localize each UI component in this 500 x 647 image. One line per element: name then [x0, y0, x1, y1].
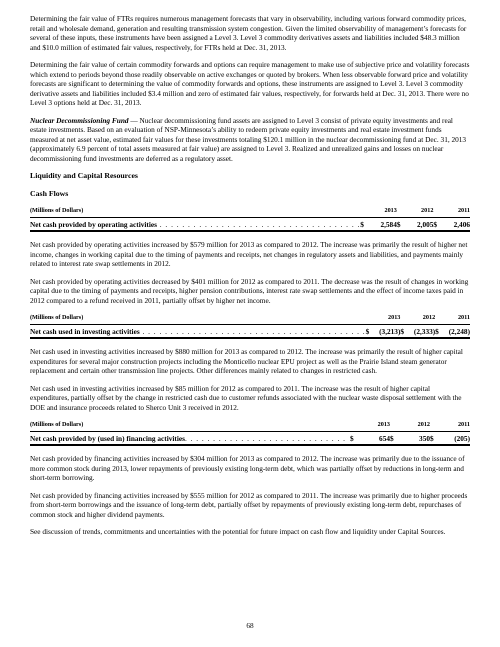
operating-paragraph-1: Net cash provided by operating activities increased by $579 million for 2013 as compared to 2012. The increase was primarily the result of higher net income, changes in working capital due to the timing of payments and receipts, net changes in regulatory assets and liabilities, and payments mainly related to interest rate swap settlements in 2012.	[30, 240, 468, 268]
value-2012: 2,005	[404, 217, 433, 231]
section-heading-liquidity: Liquidity and Capital Resources	[30, 171, 138, 180]
table-header-2013: 2013	[350, 420, 390, 431]
leader-dots: . . . . . . . . . . . . . . . . . . . . . . . . . . . . . . . . . . . .	[156, 219, 361, 229]
currency-symbol: $	[366, 324, 372, 338]
value-2013: (3,213)	[372, 324, 400, 338]
table-header-label: (Millions of Dollars)	[30, 313, 366, 324]
table-header-2011: 2011	[435, 313, 470, 324]
page-number: 68	[246, 621, 254, 630]
row-label: Net cash provided by (used in) financing activities	[30, 433, 185, 443]
value-2012: (2,333)	[407, 324, 435, 338]
value-2012: 350	[398, 431, 430, 445]
investing-cash-table	[30, 313, 470, 339]
operating-paragraph-2: Net cash provided by operating activities decreased by $401 million for 2012 as compared to 2011. The decrease was the result of changes in working capital due to the timing of payments and receipts, higher pension contributions, interest rate swap settlements and the effect of income taxes paid in 2012 compared to a refund received in 2011, partially offset by higher net income.	[30, 276, 469, 305]
value-2011: (205)	[438, 431, 470, 445]
table-header-label: (Millions of Dollars)	[30, 420, 350, 431]
currency-symbol: $	[435, 324, 441, 338]
nuclear-fund-paragraph	[30, 116, 470, 164]
table-row	[30, 324, 470, 338]
nuclear-fund-body: — Nuclear decommissioning fund assets are assigned to Level 3 consist of private equity investments and real estate investments. Based on an evaluation of NSP-Minnesota’s ability to redeem private equity investments and real estate investment funds measured at net asset value, estimated fair values for these investments totaling $120.1 million in the nuclear decommissioning fund at Dec. 31, 2013 (approximately 6.9 percent of total assets measured at fair value) are assigned to Level 3. Realized and unrealized gains and losses on nuclear decommissioning fund investments are deferred as a regulatory asset.	[30, 115, 467, 163]
commodity-forwards-paragraph: Determining the fair value of certain commodity forwards and options can require management to make use of subjective price and volatility forecasts which extend to periods beyond those readily observable on active exchanges or quoted by brokers. When less observable forward price and volatility forecasts are significant to determining the value of commodity forwards and options, these instruments are assigned to Level 3. Level 3 commodity derivative assets and liabilities included $3.4 million and zero of estimated fair values, respectively, for forwards held at Dec. 31, 2013. There were no Level 3 options held at Dec. 31, 2013.	[30, 60, 470, 107]
table-header-2012: 2012	[400, 313, 435, 324]
table-header-2011: 2011	[433, 206, 470, 217]
investing-paragraph-1: Net cash used in investing activities increased by $880 million for 2013 as compared to 2012. The increase was primarily the result of higher capital expenditures for several major construction projects including the Monticello nuclear EPU project as well as the Prairie Island steam generator replacement and certain other transmission line projects. Other differences mainly related to changes in restricted cash.	[30, 347, 463, 375]
section-heading-cash-flows: Cash Flows	[30, 188, 69, 198]
value-2011: (2,248)	[442, 324, 470, 338]
table-header-label: (Millions of Dollars)	[30, 206, 360, 217]
table-row	[30, 431, 470, 445]
currency-symbol: $	[433, 217, 440, 231]
financing-cash-table	[30, 420, 470, 446]
currency-symbol: $	[350, 431, 358, 445]
financing-paragraph-1: Net cash provided by financing activities increased by $304 million for 2013 as compared to 2012. The increase was primarily due to the issuance of more common stock during 2013, lower repayments of previously existing long-term debt, which was partially offset by reductions in long-term and short-term borrowing.	[30, 454, 465, 482]
capital-sources-paragraph: See discussion of trends, commitments and uncertainties with the potential for future impact on cash flow and liquidity under Capital Sources.	[30, 527, 446, 536]
table-header-2013: 2013	[360, 206, 397, 217]
ftr-paragraph: Determining the fair value of FTRs requires numerous management forecasts that vary in observability, including various forward commodity prices, retail and wholesale demand, generation and resulting transmission system congestion. Given the limited observability of management’s forecasts for several of these inputs, these instruments have been assigned a Level 3. Level 3 commodity derivatives assets and liabilities included $48.3 million and $10.0 million of estimated fair values, respectively, for FTRs held at Dec. 31, 2013.	[30, 14, 467, 52]
investing-paragraph-2: Net cash used in investing activities increased by $85 million for 2012 as compared to 2011. The increase was the result of higher capital expenditures, partially offset by the change in restricted cash due to customer refunds associated with the nuclear waste disposal settlement with the DOE and insurance proceeds related to Sherco Unit 3 received in 2012.	[30, 383, 462, 412]
table-header-2011: 2011	[430, 420, 470, 431]
currency-symbol: $	[390, 431, 398, 445]
leader-dots: . . . . . . . . . . . . . . . . . . . . . . . . . . . . . . . . . . . . . . . .	[139, 326, 366, 336]
row-label: Net cash provided by operating activities	[30, 219, 157, 229]
currency-symbol: $	[400, 324, 406, 338]
nuclear-fund-title: Nuclear Decommissioning Fund	[30, 115, 129, 125]
financing-paragraph-2: Net cash provided by financing activities increased by $555 million for 2012 as compared to 2011. The increase was primarily due to higher proceeds from short-term borrowings and the issuance of long-term debt, partially offset by repayments of previously existing long-term debt, repurchases of common stock and higher dividend payments.	[30, 490, 468, 519]
currency-symbol: $	[360, 217, 367, 231]
currency-symbol: $	[397, 217, 404, 231]
operating-cash-table	[30, 206, 470, 232]
leader-dots: . . . . . . . . . . . . . . . . . . . . . . . . . . . . .	[184, 433, 346, 443]
table-header-2012: 2012	[397, 206, 434, 217]
table-header-2013: 2013	[366, 313, 401, 324]
value-2011: 2,406	[441, 217, 470, 231]
value-2013: 654	[358, 431, 390, 445]
document-page	[30, 14, 470, 545]
table-header-2012: 2012	[390, 420, 430, 431]
row-label: Net cash used in investing activities	[30, 326, 140, 336]
table-row	[30, 217, 470, 231]
value-2013: 2,584	[368, 217, 397, 231]
currency-symbol: $	[430, 431, 438, 445]
